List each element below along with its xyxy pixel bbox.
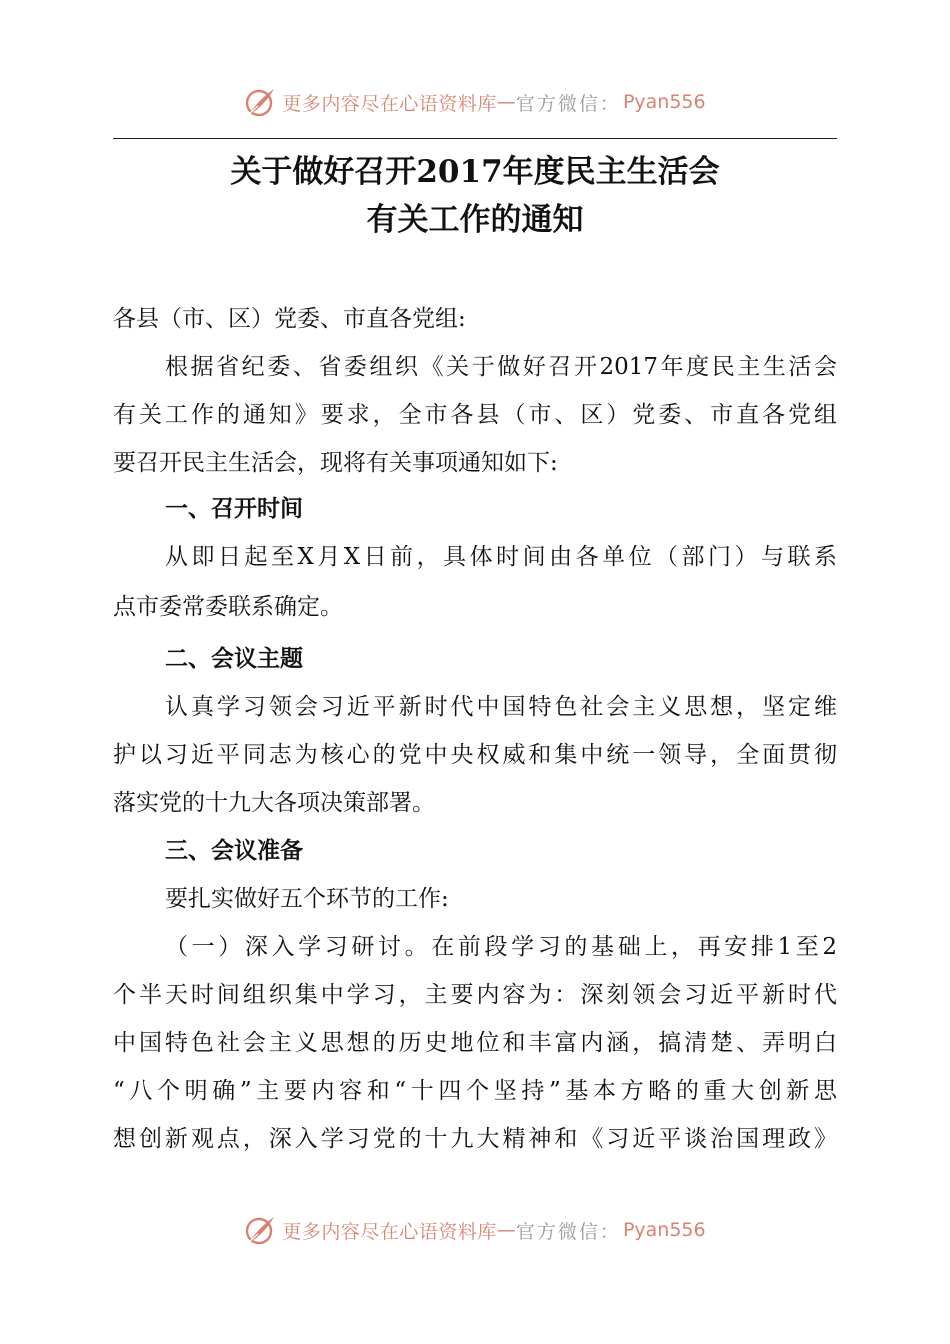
section3-line: 中国特色社会主义思想的历史地位和丰富内涵，搞清楚、弄明白 bbox=[113, 1030, 837, 1056]
watermark-main-text: 更多内容尽在心语资料库 bbox=[282, 1220, 497, 1243]
section-heading-preparation: 三、会议准备 bbox=[165, 838, 303, 864]
section2-line: 护以习近平同志为核心的党中央权威和集中统一领导，全面贯彻 bbox=[113, 742, 837, 768]
section1-line: 点市委常委联系确定。 bbox=[113, 594, 343, 620]
section3-line: 个半天时间组织集中学习，主要内容为：深刻领会习近平新时代 bbox=[113, 982, 837, 1008]
salutation: 各县（市、区）党委、市直各党组: bbox=[113, 306, 466, 332]
section3-line: 想创新观点，深入学习党的十九大精神和《习近平谈治国理政》 bbox=[113, 1126, 837, 1152]
section3-line: （一）深入学习研讨。在前段学习的基础上，再安排1至2 bbox=[165, 934, 837, 960]
section-heading-theme: 二、会议主题 bbox=[165, 646, 303, 672]
quill-logo-icon bbox=[244, 1214, 276, 1246]
section2-line: 认真学习领会习近平新时代中国特色社会主义思想，坚定维 bbox=[165, 694, 837, 720]
watermark-wechat-id: Pyan556 bbox=[622, 1219, 706, 1241]
watermark-label: 官方微信： bbox=[515, 92, 621, 115]
document-title-line-2: 有关工作的通知 bbox=[366, 202, 584, 238]
watermark-footer bbox=[0, 1212, 950, 1248]
quill-logo-icon bbox=[244, 86, 276, 118]
watermark-separator: — bbox=[496, 1219, 516, 1241]
intro-line: 要召开民主生活会，现将有关事项通知如下: bbox=[113, 450, 558, 476]
watermark-header bbox=[0, 84, 950, 120]
watermark-wechat-id: Pyan556 bbox=[622, 91, 706, 113]
section-heading-time: 一、召开时间 bbox=[165, 496, 303, 522]
section1-line: 从即日起至X月X日前，具体时间由各单位（部门）与联系 bbox=[165, 544, 837, 570]
section3-line: 要扎实做好五个环节的工作: bbox=[165, 886, 449, 912]
header-divider bbox=[113, 138, 837, 139]
section2-line: 落实党的十九大各项决策部署。 bbox=[113, 790, 435, 816]
watermark-label: 官方微信： bbox=[515, 1220, 621, 1243]
intro-line: 根据省纪委、省委组织《关于做好召开2017年度民主生活会 bbox=[165, 354, 837, 380]
intro-line: 有关工作的通知》要求，全市各县（市、区）党委、市直各党组 bbox=[113, 402, 837, 428]
document-title-line-1: 关于做好召开2017年度民主生活会 bbox=[230, 154, 720, 190]
section3-line: “八个明确”主要内容和“十四个坚持”基本方略的重大创新思 bbox=[113, 1078, 837, 1104]
watermark-separator: — bbox=[496, 91, 516, 113]
watermark-main-text: 更多内容尽在心语资料库 bbox=[282, 92, 497, 115]
